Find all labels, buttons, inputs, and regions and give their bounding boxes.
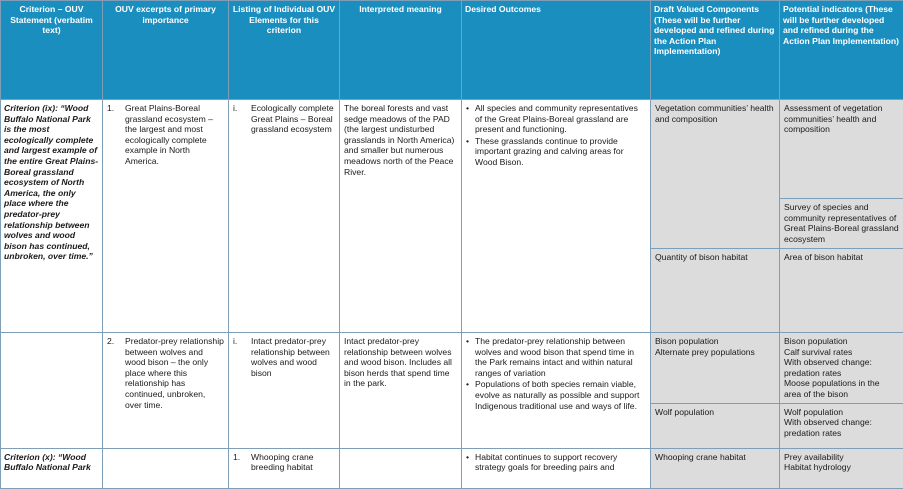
indicator-cell: Survey of species and community representatives of Great Plains-Boreal grassland ecosystem: [780, 199, 903, 249]
element-text: Intact predator-prey relationship between wolves and wood bison: [251, 336, 335, 378]
indicator-cell: Area of bison habitat: [780, 249, 903, 333]
excerpt-text: Predator-prey relationship between wolves and wood bison – the only place where this relationship has continued, unbroken, over time.: [125, 336, 224, 410]
table-row: [1, 100, 903, 199]
outcome-item: • These grasslands continue to provide important grazing and calving areas for Wood Bison.: [466, 136, 646, 168]
excerpt-text: Great Plains-Boreal grassland ecosystem – the largest and most ecologically complete example in North America.: [125, 103, 224, 167]
excerpt-cell: [103, 448, 229, 488]
indicator-cell: Bison population Calf survival rates With observed change: predation rates Moose populations in the area of the bison: [780, 333, 903, 404]
meaning-cell: [340, 448, 462, 488]
element-number: i.: [233, 336, 251, 378]
table-row: [1, 333, 903, 404]
header-elements: Listing of Individual OUV Elements for this criterion: [229, 1, 340, 100]
outcomes-cell: [462, 448, 651, 488]
element-text: Ecologically complete Great Plains – Boreal grassland ecosystem: [251, 103, 335, 135]
valued-component-cell: Whooping crane habitat: [651, 448, 780, 488]
valued-component-cell: Bison population Alternate prey populations: [651, 333, 780, 404]
element-cell: [229, 448, 340, 488]
indicator-cell: Prey availability Habitat hydrology: [780, 448, 903, 488]
table-row: [1, 448, 903, 488]
valued-component-cell: Wolf population: [651, 403, 780, 448]
element-number: 1.: [233, 452, 251, 473]
criterion-continuation-cell: [1, 333, 103, 449]
excerpt-cell: [103, 333, 229, 449]
criterion-x-cell: Criterion (x): “Wood Buffalo National Park: [1, 448, 103, 488]
header-valued-components: Draft Valued Components (These will be further developed and refined during the Action Plan Implementation): [651, 1, 780, 100]
excerpt-number: 2.: [107, 336, 125, 410]
meaning-cell: Intact predator-prey relationship between wolves and wood bison. Includes all bison herds that spend time in the park.: [340, 333, 462, 449]
element-cell: [229, 333, 340, 449]
header-meaning: Interpreted meaning: [340, 1, 462, 100]
valued-component-cell: Quantity of bison habitat: [651, 249, 780, 333]
element-text: Whooping crane breeding habitat: [251, 452, 335, 473]
element-number: i.: [233, 103, 251, 135]
indicator-cell: Wolf population With observed change: predation rates: [780, 403, 903, 448]
header-criterion: Criterion – OUV Statement (verbatim text): [1, 1, 103, 100]
header-outcomes: Desired Outcomes: [462, 1, 651, 100]
criterion-ix-cell: Criterion (ix): “Wood Buffalo National Park is the most ecologically complete and largest example of the entire Great Plains-Boreal grassland ecosystem of North America, the only place where the predator-prey relationship between wolves and wood bison has continued, unbroken, over time.”: [1, 100, 103, 333]
outcome-item: • All species and community representatives of the Great Plains-Boreal grassland are present and functioning.: [466, 103, 646, 135]
indicator-cell: Assessment of vegetation communities’ health and composition: [780, 100, 903, 199]
outcome-item: • Populations of both species remain viable, evolve as naturally as possible and support Indigenous traditional use and ways of life.: [466, 379, 646, 411]
outcomes-cell: [462, 100, 651, 333]
header-indicators: Potential indicators (These will be further developed and refined during the Action Plan Implementation): [780, 1, 903, 100]
excerpt-number: 1.: [107, 103, 125, 167]
outcome-item: • The predator-prey relationship between wolves and wood bison that spend time in the Park remains intact and within natural ranges of variation: [466, 336, 646, 378]
header-row: [1, 1, 903, 100]
excerpt-cell: [103, 100, 229, 333]
outcome-item: • Habitat continues to support recovery strategy goals for breeding pairs and: [466, 452, 646, 473]
meaning-cell: The boreal forests and vast sedge meadows of the PAD (the largest undisturbed grasslands in North America) and smaller but numerous meadows north of the Peace River.: [340, 100, 462, 333]
header-excerpts: OUV excerpts of primary importance: [103, 1, 229, 100]
element-cell: [229, 100, 340, 333]
valued-component-cell: Vegetation communities’ health and composition: [651, 100, 780, 249]
outcomes-cell: [462, 333, 651, 449]
